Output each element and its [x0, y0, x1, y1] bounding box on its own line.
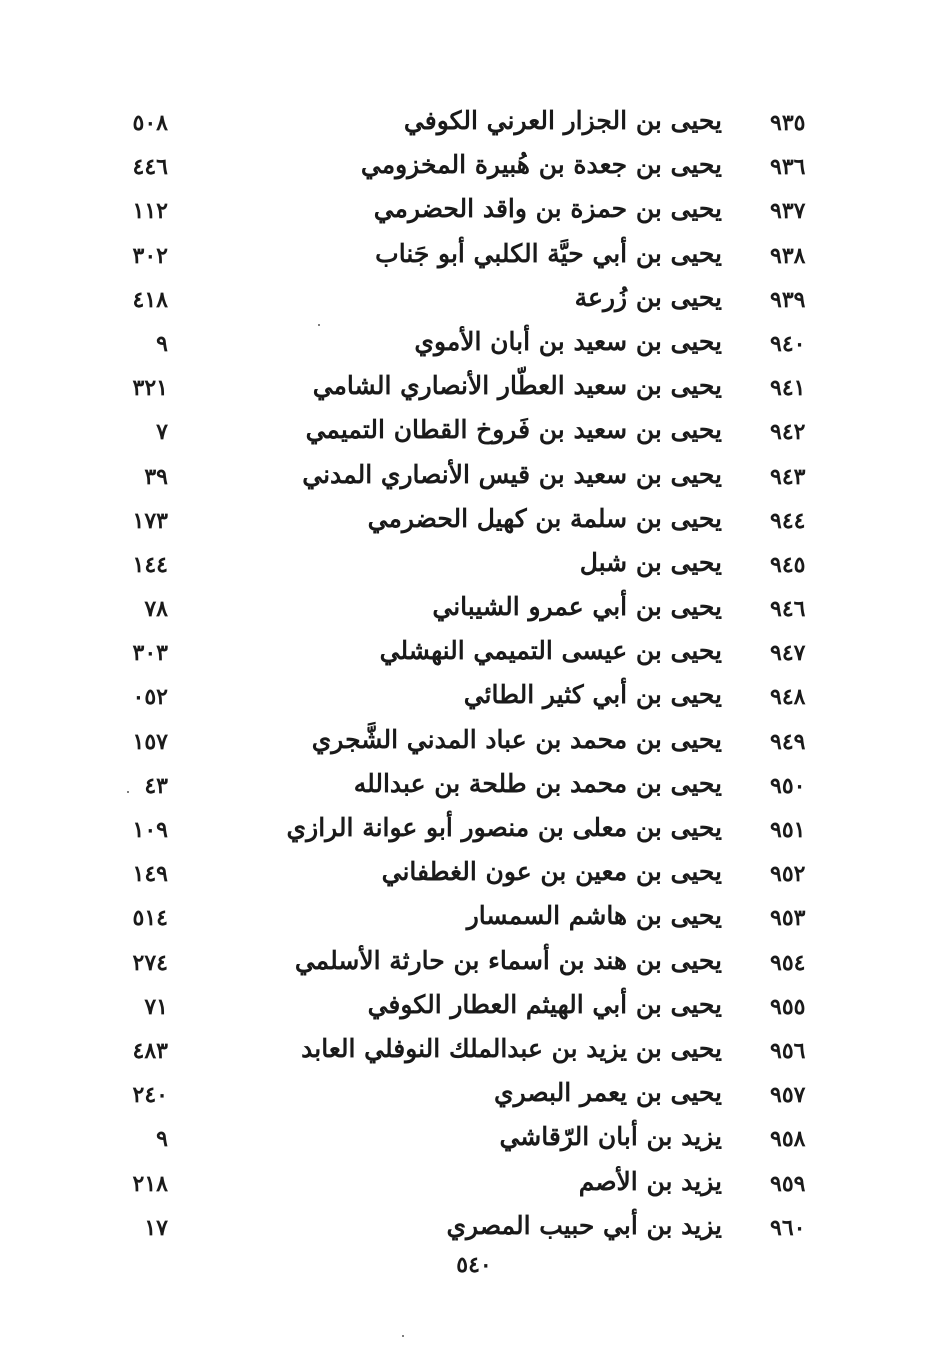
index-row	[0, 546, 948, 590]
entry-page: ٤٣	[144, 772, 168, 799]
index-row	[0, 767, 948, 811]
index-row	[0, 855, 948, 899]
entry-number: ٩٥٤	[770, 949, 806, 976]
entry-name: يحيى بن عيسى التميمي النهشلي	[379, 636, 722, 666]
entry-number: ٩٥٣	[770, 905, 806, 932]
entry-number: ٩٤٨	[770, 684, 806, 711]
index-row	[0, 590, 948, 634]
entry-name: يحيى بن أبي الهيثم العطار الكوفي	[367, 989, 722, 1019]
entry-name: يحيى بن سعيد بن فَروخ القطان التميمي	[305, 415, 722, 445]
entry-page: ١٤٩	[132, 861, 168, 888]
entry-name: يحيى بن زُرعة	[574, 282, 722, 312]
entry-page: ٣٠٢	[132, 242, 168, 269]
entry-name: يحيى بن يعمر البصري	[494, 1078, 722, 1108]
entry-number: ٩٤١	[770, 375, 806, 402]
entry-number: ٩٣٥	[770, 110, 806, 136]
index-row	[0, 1076, 948, 1120]
entry-name: يحيى بن هاشم السمسار	[466, 901, 722, 931]
entry-page: ٣٠٣	[132, 640, 168, 667]
index-row	[0, 325, 948, 369]
entry-name: يحيى بن أبي حيَّة الكلبي أبو جَناب	[375, 238, 722, 268]
entry-name: يزيد بن الأصم	[578, 1166, 722, 1196]
entry-number: ٩٣٦	[770, 154, 806, 181]
entry-page: ٥١٤	[132, 905, 168, 932]
entry-number: ٩٤٢	[770, 419, 806, 446]
entry-page: ٥٠٨	[132, 110, 168, 136]
entry-page: ٤٤٦	[132, 154, 168, 181]
index-row	[0, 458, 948, 502]
entry-name: يحيى بن يزيد بن عبدالملك النوفلي العابد	[301, 1033, 722, 1063]
index-row	[0, 413, 948, 457]
entry-page: ٩	[156, 1126, 168, 1153]
entry-number: ٩٣٨	[770, 242, 806, 269]
index-row	[0, 678, 948, 722]
index-row	[0, 1032, 948, 1076]
entry-number: ٩٥٧	[770, 1082, 806, 1109]
entry-name: يحيى بن هند بن أسماء بن حارثة الأسلمي	[294, 945, 722, 975]
entry-page: ٤١٨	[132, 286, 168, 313]
index-row	[0, 811, 948, 855]
index-row	[0, 192, 948, 236]
index-row	[0, 237, 948, 281]
entry-number: ٩٤٩	[770, 728, 806, 755]
entry-number: ٩٤٠	[770, 330, 806, 357]
entry-name: يحيى بن أبي كثير الطائي	[463, 680, 722, 710]
entry-number: ٩٥٩	[770, 1170, 806, 1197]
entry-number: ٩٤٣	[770, 463, 806, 490]
entry-number: ٩٥٨	[770, 1126, 806, 1153]
scan-speck	[127, 791, 129, 793]
index-row	[0, 104, 948, 148]
entry-name: يحيى بن محمد بن عباد المدني الشَّجري	[311, 724, 722, 754]
entry-number: ٩٥٥	[770, 993, 806, 1020]
index-row	[0, 723, 948, 767]
entry-page: ١٥٧	[132, 728, 168, 755]
entry-number: ٩٤٤	[770, 507, 806, 534]
entry-page: ٤٨٣	[132, 1037, 168, 1064]
entry-page: ٣٩	[144, 463, 168, 490]
entry-page: ٣٢١	[132, 375, 168, 402]
entry-page: ٢٧٤	[132, 949, 168, 976]
index-row	[0, 1165, 948, 1209]
entry-name: يحيى بن جعدة بن هُبيرة المخزومي	[360, 150, 722, 180]
index-row	[0, 634, 948, 678]
entry-name: يحيى بن الجزار العرني الكوفي	[403, 106, 722, 135]
entry-number: ٩٥٢	[770, 861, 806, 888]
entry-page: ٧	[156, 419, 168, 446]
index-row	[0, 1209, 948, 1253]
index-row	[0, 1120, 948, 1164]
entry-page: ٢٤٠	[132, 1082, 168, 1109]
entry-name: يحيى بن معلى بن منصور أبو عوانة الرازي	[286, 813, 722, 842]
index-row	[0, 148, 948, 192]
entry-page: ١٧٣	[132, 507, 168, 534]
entry-number: ٩٤٥	[770, 551, 806, 578]
entry-name: يحيى بن سعيد بن قيس الأنصاري المدني	[302, 459, 722, 489]
index-list	[0, 104, 948, 1253]
entry-name: يحيى بن محمد بن طلحة بن عبدالله	[353, 768, 722, 798]
entry-page: ١٠٩	[132, 817, 168, 843]
index-row	[0, 944, 948, 988]
entry-name: يحيى بن شبل	[579, 547, 722, 577]
entry-name: يحيى بن سعيد بن أبان الأموي	[414, 326, 722, 356]
scan-speck	[402, 1335, 404, 1337]
index-row	[0, 281, 948, 325]
entry-page: ١١٢	[132, 198, 168, 225]
index-row	[0, 988, 948, 1032]
entry-page: ١٤٤	[132, 551, 168, 578]
entry-page: ١٧	[144, 1214, 168, 1241]
entry-name: يزيد بن أبان الرّقاشي	[499, 1122, 722, 1152]
entry-number: ٩٥٠	[770, 772, 806, 799]
index-row	[0, 369, 948, 413]
entry-page: ٠٥٢	[132, 684, 168, 711]
entry-name: يحيى بن سلمة بن كهيل الحضرمي	[367, 503, 722, 533]
entry-page: ٢١٨	[132, 1170, 168, 1197]
entry-number: ٩٥١	[770, 817, 806, 843]
index-row	[0, 502, 948, 546]
entry-name: يزيد بن أبي حبيب المصري	[446, 1210, 722, 1240]
entry-name: يحيى بن أبي عمرو الشيباني	[432, 592, 722, 622]
scan-speck	[318, 324, 320, 326]
entry-page: ٩	[156, 330, 168, 357]
entry-name: يحيى بن حمزة بن واقد الحضرمي	[373, 194, 722, 224]
entry-page: ٧١	[144, 993, 168, 1020]
entry-number: ٩٤٧	[770, 640, 806, 667]
entry-number: ٩٥٦	[770, 1037, 806, 1064]
entry-number: ٩٤٦	[770, 596, 806, 623]
index-row	[0, 899, 948, 943]
entry-name: يحيى بن معين بن عون الغطفاني	[381, 857, 722, 887]
entry-number: ٩٦٠	[770, 1214, 806, 1241]
entry-name: يحيى بن سعيد العطّار الأنصاري الشامي	[312, 371, 722, 401]
entry-page: ٧٨	[144, 596, 168, 623]
entry-number: ٩٣٩	[770, 286, 806, 313]
entry-number: ٩٣٧	[770, 198, 806, 225]
page-number: ٥٤٠	[456, 1252, 492, 1278]
